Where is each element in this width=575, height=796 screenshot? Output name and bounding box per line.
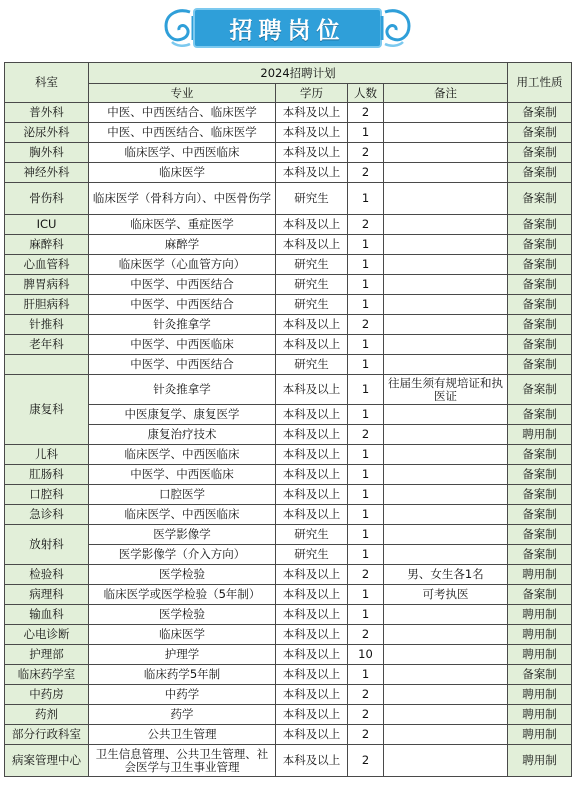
education-cell: 本科及以上 (276, 123, 348, 143)
nature-cell: 备案制 (508, 183, 572, 215)
education-cell: 本科及以上 (276, 163, 348, 183)
count-cell: 2 (348, 315, 384, 335)
table-row (5, 143, 572, 163)
dept-cell: 放射科 (5, 525, 89, 565)
dept-cell: 病案管理中心 (5, 745, 89, 777)
dept-cell: 肝胆病科 (5, 295, 89, 315)
count-cell: 1 (348, 335, 384, 355)
remark-cell: 男、女生各1名 (384, 565, 508, 585)
remark-cell (384, 425, 508, 445)
dept-cell: 病理科 (5, 585, 89, 605)
education-cell: 本科及以上 (276, 645, 348, 665)
education-cell: 本科及以上 (276, 625, 348, 645)
education-cell: 本科及以上 (276, 235, 348, 255)
education-cell: 本科及以上 (276, 585, 348, 605)
remark-cell (384, 235, 508, 255)
dept-cell: 老年科 (5, 335, 89, 355)
nature-cell: 备案制 (508, 585, 572, 605)
education-cell: 本科及以上 (276, 143, 348, 163)
education-cell: 研究生 (276, 295, 348, 315)
nature-cell: 备案制 (508, 375, 572, 405)
nature-cell: 备案制 (508, 485, 572, 505)
dept-cell: 心电诊断 (5, 625, 89, 645)
major-cell: 临床医学 (89, 625, 276, 645)
dept-cell: 普外科 (5, 103, 89, 123)
count-cell: 2 (348, 215, 384, 235)
table-row (5, 645, 572, 665)
nature-cell: 备案制 (508, 255, 572, 275)
nature-cell: 聘用制 (508, 625, 572, 645)
major-cell: 中医学、中西医结合 (89, 295, 276, 315)
dept-cell: 输血科 (5, 605, 89, 625)
major-cell: 中医、中西医结合、临床医学 (89, 103, 276, 123)
remark-cell (384, 275, 508, 295)
nature-cell: 备案制 (508, 445, 572, 465)
nature-cell: 备案制 (508, 295, 572, 315)
education-cell: 本科及以上 (276, 405, 348, 425)
dept-cell: 胸外科 (5, 143, 89, 163)
education-cell: 本科及以上 (276, 725, 348, 745)
major-cell: 临床医学、中西医临床 (89, 505, 276, 525)
count-cell: 2 (348, 143, 384, 163)
remark-cell (384, 255, 508, 275)
nature-cell: 聘用制 (508, 705, 572, 725)
education-cell: 本科及以上 (276, 425, 348, 445)
table-row (5, 465, 572, 485)
education-cell: 本科及以上 (276, 705, 348, 725)
education-cell: 本科及以上 (276, 665, 348, 685)
nature-cell: 聘用制 (508, 565, 572, 585)
cloud-ornament-icon (379, 6, 415, 50)
count-cell: 1 (348, 355, 384, 375)
remark-cell (384, 685, 508, 705)
dept-cell: ICU (5, 215, 89, 235)
table-row (5, 565, 572, 585)
nature-cell: 备案制 (508, 143, 572, 163)
table-row (5, 525, 572, 545)
major-cell: 临床医学（心血管方向） (89, 255, 276, 275)
major-cell: 麻醉学 (89, 235, 276, 255)
major-cell: 中医学、中西医结合 (89, 355, 276, 375)
table-subheader-row (5, 84, 572, 103)
count-cell: 2 (348, 425, 384, 445)
remark-cell (384, 465, 508, 485)
dept-cell: 泌尿外科 (5, 123, 89, 143)
count-cell: 1 (348, 505, 384, 525)
table-row (5, 183, 572, 215)
header-plan: 2024招聘计划 (89, 63, 508, 84)
table-row (5, 705, 572, 725)
nature-cell: 备案制 (508, 505, 572, 525)
table-row (5, 405, 572, 425)
dept-cell: 检验科 (5, 565, 89, 585)
nature-cell: 备案制 (508, 405, 572, 425)
count-cell: 2 (348, 685, 384, 705)
nature-cell: 聘用制 (508, 425, 572, 445)
major-cell: 中医康复学、康复医学 (89, 405, 276, 425)
table-row (5, 123, 572, 143)
dept-cell: 儿科 (5, 445, 89, 465)
table-row (5, 585, 572, 605)
major-cell: 临床医学 (89, 163, 276, 183)
header-count: 人数 (348, 84, 384, 103)
count-cell: 2 (348, 625, 384, 645)
major-cell: 临床医学、中西医临床 (89, 143, 276, 163)
nature-cell: 备案制 (508, 315, 572, 335)
dept-cell: 部分行政科室 (5, 725, 89, 745)
count-cell: 1 (348, 235, 384, 255)
education-cell: 本科及以上 (276, 505, 348, 525)
dept-cell: 中药房 (5, 685, 89, 705)
table-row (5, 235, 572, 255)
nature-cell: 备案制 (508, 665, 572, 685)
education-cell: 研究生 (276, 525, 348, 545)
dept-cell: 神经外科 (5, 163, 89, 183)
count-cell: 1 (348, 375, 384, 405)
dept-cell: 麻醉科 (5, 235, 89, 255)
cloud-ornament-icon (160, 6, 196, 50)
nature-cell: 聘用制 (508, 725, 572, 745)
major-cell: 卫生信息管理、公共卫生管理、社会医学与卫生事业管理 (89, 745, 276, 777)
major-cell: 临床医学、重症医学 (89, 215, 276, 235)
table-row (5, 445, 572, 465)
major-cell: 临床医学、中西医临床 (89, 445, 276, 465)
remark-cell: 可考执医 (384, 585, 508, 605)
dept-cell: 急诊科 (5, 505, 89, 525)
remark-cell (384, 295, 508, 315)
count-cell: 1 (348, 525, 384, 545)
remark-cell (384, 505, 508, 525)
count-cell: 1 (348, 255, 384, 275)
education-cell: 本科及以上 (276, 103, 348, 123)
dept-cell: 心血管科 (5, 255, 89, 275)
remark-cell (384, 445, 508, 465)
remark-cell (384, 103, 508, 123)
table-row (5, 685, 572, 705)
remark-cell (384, 315, 508, 335)
dept-cell: 脾胃病科 (5, 275, 89, 295)
major-cell: 护理学 (89, 645, 276, 665)
dept-cell: 口腔科 (5, 485, 89, 505)
table-row (5, 255, 572, 275)
nature-cell: 聘用制 (508, 745, 572, 777)
remark-cell (384, 745, 508, 777)
major-cell: 医学检验 (89, 565, 276, 585)
major-cell: 公共卫生管理 (89, 725, 276, 745)
header-education: 学历 (276, 84, 348, 103)
banner-title-box (193, 8, 382, 48)
dept-cell: 针推科 (5, 315, 89, 335)
table-row (5, 745, 572, 777)
nature-cell: 备案制 (508, 545, 572, 565)
major-cell: 医学检验 (89, 605, 276, 625)
education-cell: 本科及以上 (276, 485, 348, 505)
major-cell: 中医学、中西医结合 (89, 275, 276, 295)
remark-cell (384, 405, 508, 425)
nature-cell: 备案制 (508, 103, 572, 123)
page-title: 招聘岗位 (229, 17, 346, 44)
education-cell: 本科及以上 (276, 685, 348, 705)
count-cell: 1 (348, 445, 384, 465)
count-cell: 1 (348, 605, 384, 625)
count-cell: 1 (348, 295, 384, 315)
remark-cell (384, 123, 508, 143)
remark-cell (384, 665, 508, 685)
nature-cell: 聘用制 (508, 685, 572, 705)
header-dept: 科室 (5, 63, 89, 103)
count-cell: 2 (348, 705, 384, 725)
count-cell: 1 (348, 585, 384, 605)
count-cell: 1 (348, 545, 384, 565)
education-cell: 研究生 (276, 275, 348, 295)
table-row (5, 315, 572, 335)
remark-cell (384, 143, 508, 163)
education-cell: 本科及以上 (276, 445, 348, 465)
major-cell: 药学 (89, 705, 276, 725)
count-cell: 1 (348, 485, 384, 505)
remark-cell (384, 525, 508, 545)
table-row (5, 275, 572, 295)
education-cell: 本科及以上 (276, 315, 348, 335)
table-row (5, 545, 572, 565)
count-cell: 1 (348, 405, 384, 425)
major-cell: 医学影像学（介入方向） (89, 545, 276, 565)
title-banner (160, 4, 415, 54)
major-cell: 中医学、中西医临床 (89, 335, 276, 355)
dept-cell: 临床药学室 (5, 665, 89, 685)
nature-cell: 备案制 (508, 123, 572, 143)
nature-cell: 备案制 (508, 163, 572, 183)
table-header-row (5, 63, 572, 84)
count-cell: 1 (348, 665, 384, 685)
education-cell: 本科及以上 (276, 605, 348, 625)
major-cell: 临床药学5年制 (89, 665, 276, 685)
major-cell: 口腔医学 (89, 485, 276, 505)
table-row (5, 375, 572, 405)
count-cell: 2 (348, 163, 384, 183)
education-cell: 本科及以上 (276, 375, 348, 405)
dept-cell: 护理部 (5, 645, 89, 665)
count-cell: 2 (348, 745, 384, 777)
table-row (5, 335, 572, 355)
nature-cell: 备案制 (508, 355, 572, 375)
count-cell: 10 (348, 645, 384, 665)
count-cell: 2 (348, 725, 384, 745)
education-cell: 研究生 (276, 255, 348, 275)
nature-cell: 聘用制 (508, 645, 572, 665)
education-cell: 本科及以上 (276, 745, 348, 777)
education-cell: 研究生 (276, 355, 348, 375)
dept-cell: 药剂 (5, 705, 89, 725)
dept-cell: 肛肠科 (5, 465, 89, 485)
header-nature: 用工性质 (508, 63, 572, 103)
table-row (5, 605, 572, 625)
table-row (5, 215, 572, 235)
nature-cell: 聘用制 (508, 605, 572, 625)
major-cell: 针灸推拿学 (89, 375, 276, 405)
major-cell: 康复治疗技术 (89, 425, 276, 445)
education-cell: 研究生 (276, 183, 348, 215)
table-row (5, 505, 572, 525)
count-cell: 1 (348, 123, 384, 143)
education-cell: 本科及以上 (276, 335, 348, 355)
count-cell: 1 (348, 275, 384, 295)
remark-cell (384, 625, 508, 645)
remark-cell (384, 605, 508, 625)
nature-cell: 备案制 (508, 275, 572, 295)
education-cell: 本科及以上 (276, 215, 348, 235)
header-remark: 备注 (384, 84, 508, 103)
major-cell: 针灸推拿学 (89, 315, 276, 335)
table-row (5, 163, 572, 183)
remark-cell (384, 545, 508, 565)
remark-cell: 往届生须有规培证和执医证 (384, 375, 508, 405)
table-row (5, 665, 572, 685)
table-row (5, 355, 572, 375)
table-row (5, 725, 572, 745)
major-cell: 临床医学或医学检验（5年制） (89, 585, 276, 605)
nature-cell: 备案制 (508, 465, 572, 485)
remark-cell (384, 355, 508, 375)
count-cell: 1 (348, 465, 384, 485)
nature-cell: 备案制 (508, 335, 572, 355)
dept-cell: 骨伤科 (5, 183, 89, 215)
table-row (5, 295, 572, 315)
major-cell: 临床医学（骨科方向）、中医骨伤学 (89, 183, 276, 215)
table-row (5, 425, 572, 445)
count-cell: 2 (348, 103, 384, 123)
nature-cell: 备案制 (508, 215, 572, 235)
major-cell: 中医、中西医结合、临床医学 (89, 123, 276, 143)
remark-cell (384, 215, 508, 235)
remark-cell (384, 725, 508, 745)
remark-cell (384, 645, 508, 665)
header-major: 专业 (89, 84, 276, 103)
education-cell: 本科及以上 (276, 465, 348, 485)
table-row (5, 103, 572, 123)
major-cell: 中药学 (89, 685, 276, 705)
education-cell: 本科及以上 (276, 565, 348, 585)
major-cell: 中医学、中西医临床 (89, 465, 276, 485)
dept-cell: 康复科 (5, 375, 89, 445)
remark-cell (384, 183, 508, 215)
count-cell: 1 (348, 183, 384, 215)
nature-cell: 备案制 (508, 235, 572, 255)
recruitment-table (4, 62, 572, 777)
remark-cell (384, 335, 508, 355)
dept-cell (5, 355, 89, 375)
remark-cell (384, 163, 508, 183)
remark-cell (384, 485, 508, 505)
major-cell: 医学影像学 (89, 525, 276, 545)
count-cell: 2 (348, 565, 384, 585)
table-row (5, 625, 572, 645)
table-row (5, 485, 572, 505)
nature-cell: 备案制 (508, 525, 572, 545)
remark-cell (384, 705, 508, 725)
education-cell: 研究生 (276, 545, 348, 565)
